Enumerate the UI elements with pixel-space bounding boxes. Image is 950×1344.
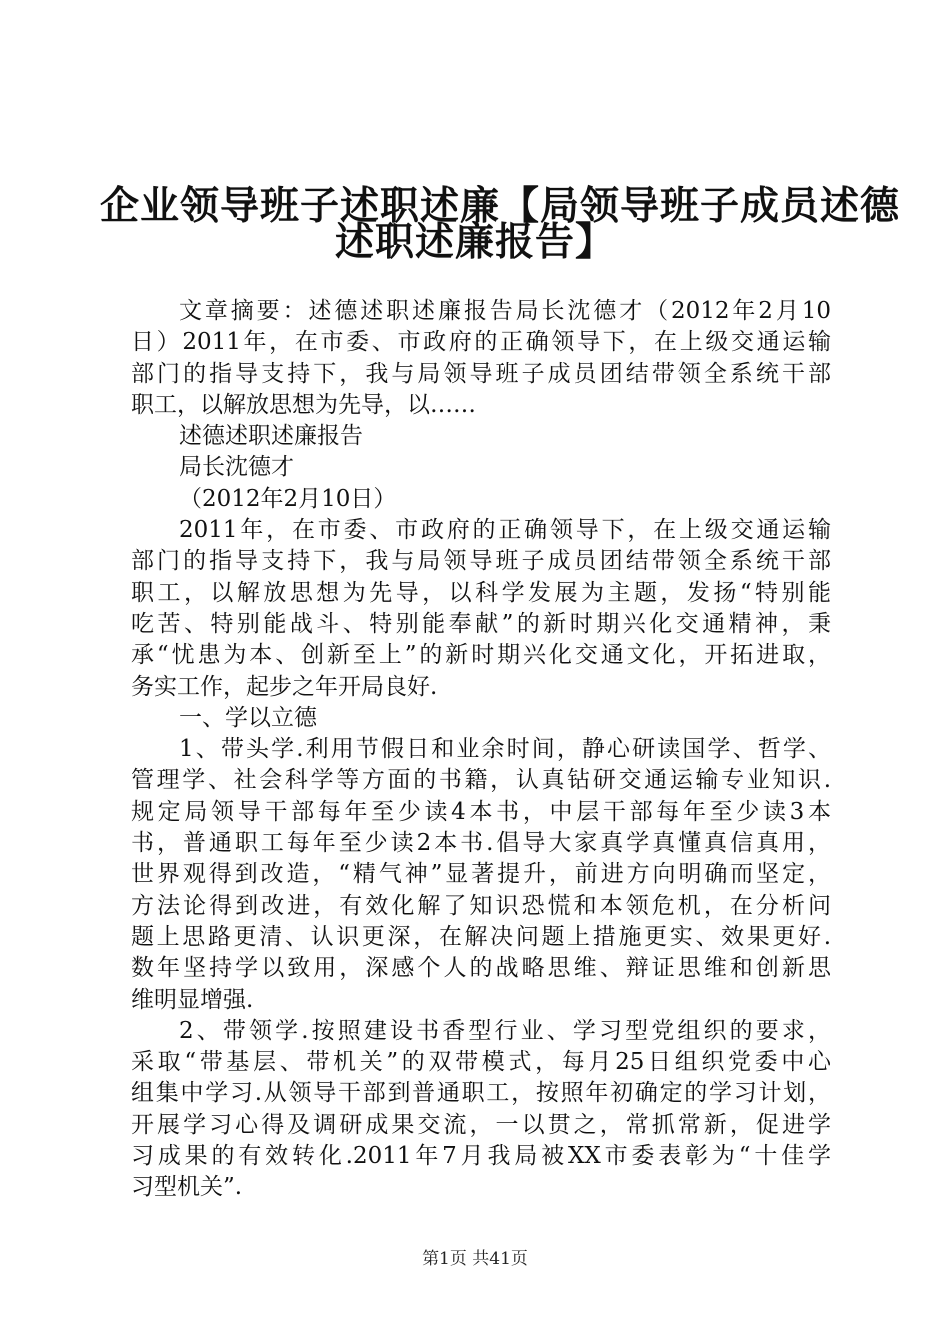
body-line: 组集中学习.从领导干部到普通职工，按照年初确定的学习计划， bbox=[131, 1080, 831, 1107]
body-line: 部门的指导支持下，我与局领导班子成员团结带领全系统干部 bbox=[131, 548, 831, 575]
body-line: 局长沈德才 bbox=[179, 454, 294, 481]
document-title-line-1: 企业领导班子述职述廉【局领导班子成员述德 bbox=[100, 183, 901, 229]
document-title-line-2: 述职述廉报告】 bbox=[334, 219, 615, 265]
body-line: 部门的指导支持下，我与局领导班子成员团结带领全系统干部 bbox=[131, 360, 831, 387]
body-line: （2012年2月10日） bbox=[179, 485, 397, 512]
body-line: 开展学习心得及调研成果交流，一以贯之，常抓常新，促进学 bbox=[131, 1111, 831, 1138]
body-line: 述德述职述廉报告 bbox=[179, 423, 363, 450]
body-line: 方法论得到改进，有效化解了知识恐慌和本领危机，在分析问 bbox=[131, 892, 831, 919]
body-line: 2、带领学.按照建设书香型行业、学习型党组织的要求， bbox=[179, 1017, 831, 1044]
body-line: 2011年，在市委、市政府的正确领导下，在上级交通运输 bbox=[179, 517, 831, 544]
body-line: 规定局领导干部每年至少读4本书，中层干部每年至少读3本 bbox=[131, 798, 831, 825]
body-line: 维明显增强. bbox=[131, 986, 254, 1013]
body-line: 吃苦、特别能战斗、特别能奉献”的新时期兴化交通精神，秉 bbox=[131, 610, 831, 637]
body-line: 题上思路更清、认识更深，在解决问题上措施更实、效果更好. bbox=[131, 923, 831, 950]
body-line: 习成果的有效转化.2011年7月我局被XX市委表彰为“十佳学 bbox=[131, 1143, 831, 1170]
body-line: 文章摘要：述德述职述廉报告局长沈德才（2012年2月10 bbox=[179, 298, 831, 324]
body-line: 承“忧患为本、创新至上”的新时期兴化交通文化，开拓进取， bbox=[131, 642, 831, 669]
body-line: 1、带头学.利用节假日和业余时间，静心研读国学、哲学、 bbox=[179, 736, 831, 763]
body-line: 习型机关”. bbox=[131, 1174, 243, 1201]
page-footer: 第1页 共41页 bbox=[422, 1249, 528, 1269]
body-line: 务实工作，起步之年开局良好. bbox=[131, 673, 438, 700]
body-line: 书，普通职工每年至少读2本书.倡导大家真学真懂真信真用， bbox=[131, 830, 831, 857]
body-line: 数年坚持学以致用，深感个人的战略思维、辩证思维和创新思 bbox=[131, 955, 831, 982]
body-line: 世界观得到改造，“精气神”显著提升，前进方向明确而坚定， bbox=[131, 861, 831, 888]
body-line: 日）2011年，在市委、市政府的正确领导下，在上级交通运输 bbox=[131, 329, 831, 356]
body-line: 职工，以解放思想为先导，以…… bbox=[131, 391, 476, 418]
body-line: 职工，以解放思想为先导，以科学发展为主题，发扬“特别能 bbox=[131, 579, 831, 606]
document-body bbox=[131, 296, 831, 1204]
body-line: 管理学、社会科学等方面的书籍，认真钻研交通运输专业知识. bbox=[131, 767, 831, 794]
body-line: 采取“带基层、带机关”的双带模式，每月25日组织党委中心 bbox=[131, 1049, 831, 1076]
body-line: 一、学以立德 bbox=[179, 704, 317, 731]
